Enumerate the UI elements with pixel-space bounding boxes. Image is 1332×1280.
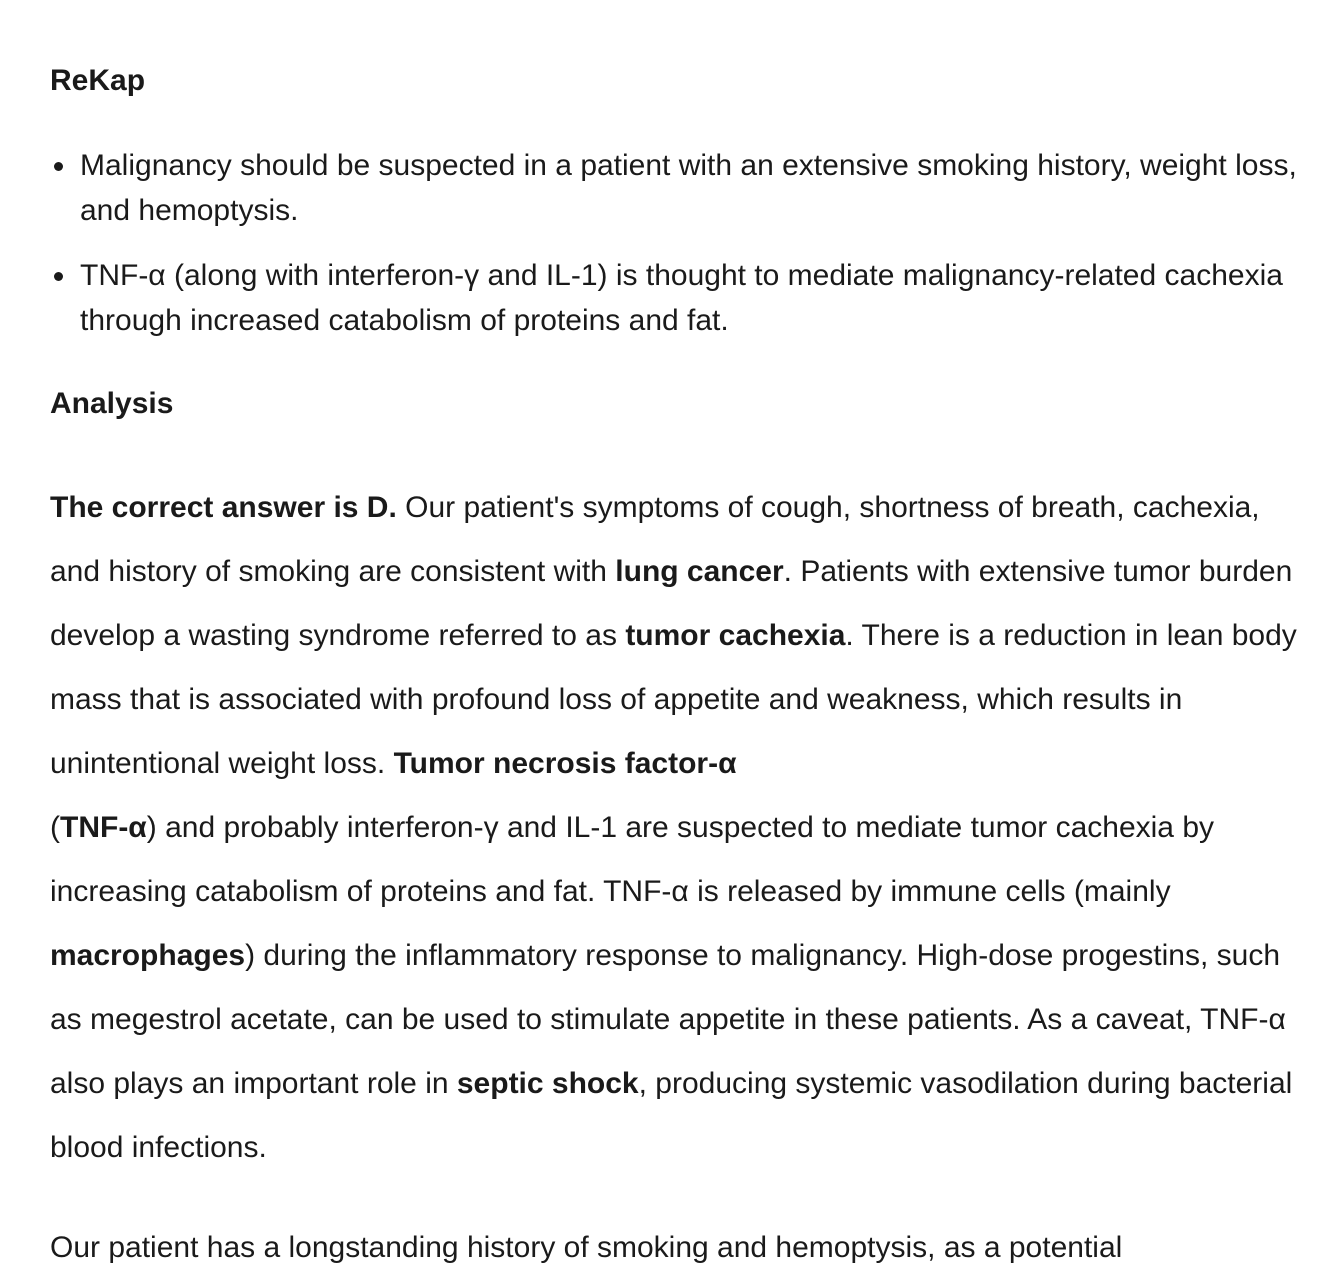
key-term: septic shock	[456, 1067, 639, 1100]
analysis-text: , producing systemic vasodilation during bacterial blood infections.	[50, 1067, 1293, 1164]
key-term: macrophages	[50, 939, 246, 972]
analysis-heading: Analysis	[50, 387, 174, 420]
rekap-list	[50, 143, 1320, 363]
next-paragraph: Our patient has a longstanding history of smoking and hemoptysis, as a potential	[50, 1231, 1123, 1264]
analysis-paragraph	[50, 476, 1300, 1180]
key-term: tumor cachexia	[625, 619, 846, 652]
rekap-item	[50, 253, 1320, 343]
analysis-text: . There is a reduction in lean body mass that is associated with profound loss of appetite and weakness, which results in unintentional weight loss.	[50, 619, 1297, 780]
correct-answer-statement: The correct answer is D.	[50, 491, 397, 524]
analysis-text: . Patients with extensive tumor burden develop a wasting syndrome referred to as	[50, 555, 1293, 652]
rekap-item-text: Malignancy should be suspected in a patient with an extensive smoking history, weight loss, and hemoptysis.	[80, 149, 1297, 227]
analysis-text: (	[50, 811, 60, 844]
key-term: lung cancer	[615, 555, 784, 588]
rekap-item	[50, 143, 1320, 233]
key-term: Tumor necrosis factor-α	[393, 747, 737, 780]
rekap-item-text: TNF-α (along with interferon-γ and IL-1) is thought to mediate malignancy-related cachexia through increased catabolism of proteins and fat.	[80, 259, 1283, 337]
analysis-text: Our patient's symptoms of cough, shortness of breath, cachexia, and history of smoking are consistent with	[50, 491, 1260, 588]
bullet-icon	[54, 162, 63, 171]
analysis-text: ) and probably interferon-γ and IL-1 are suspected to mediate tumor cachexia by increasing catabolism of proteins and fat. TNF-α is released by immune cells (mainly	[50, 811, 1215, 908]
rekap-heading: ReKap	[50, 64, 146, 97]
bullet-icon	[54, 272, 63, 281]
key-term: TNF-α	[60, 811, 147, 844]
analysis-text: ) during the inflammatory response to malignancy. High-dose progestins, such as megestrol acetate, can be used to stimulate appetite in these patients. As a caveat, TNF-α also plays an important role in	[50, 939, 1286, 1100]
